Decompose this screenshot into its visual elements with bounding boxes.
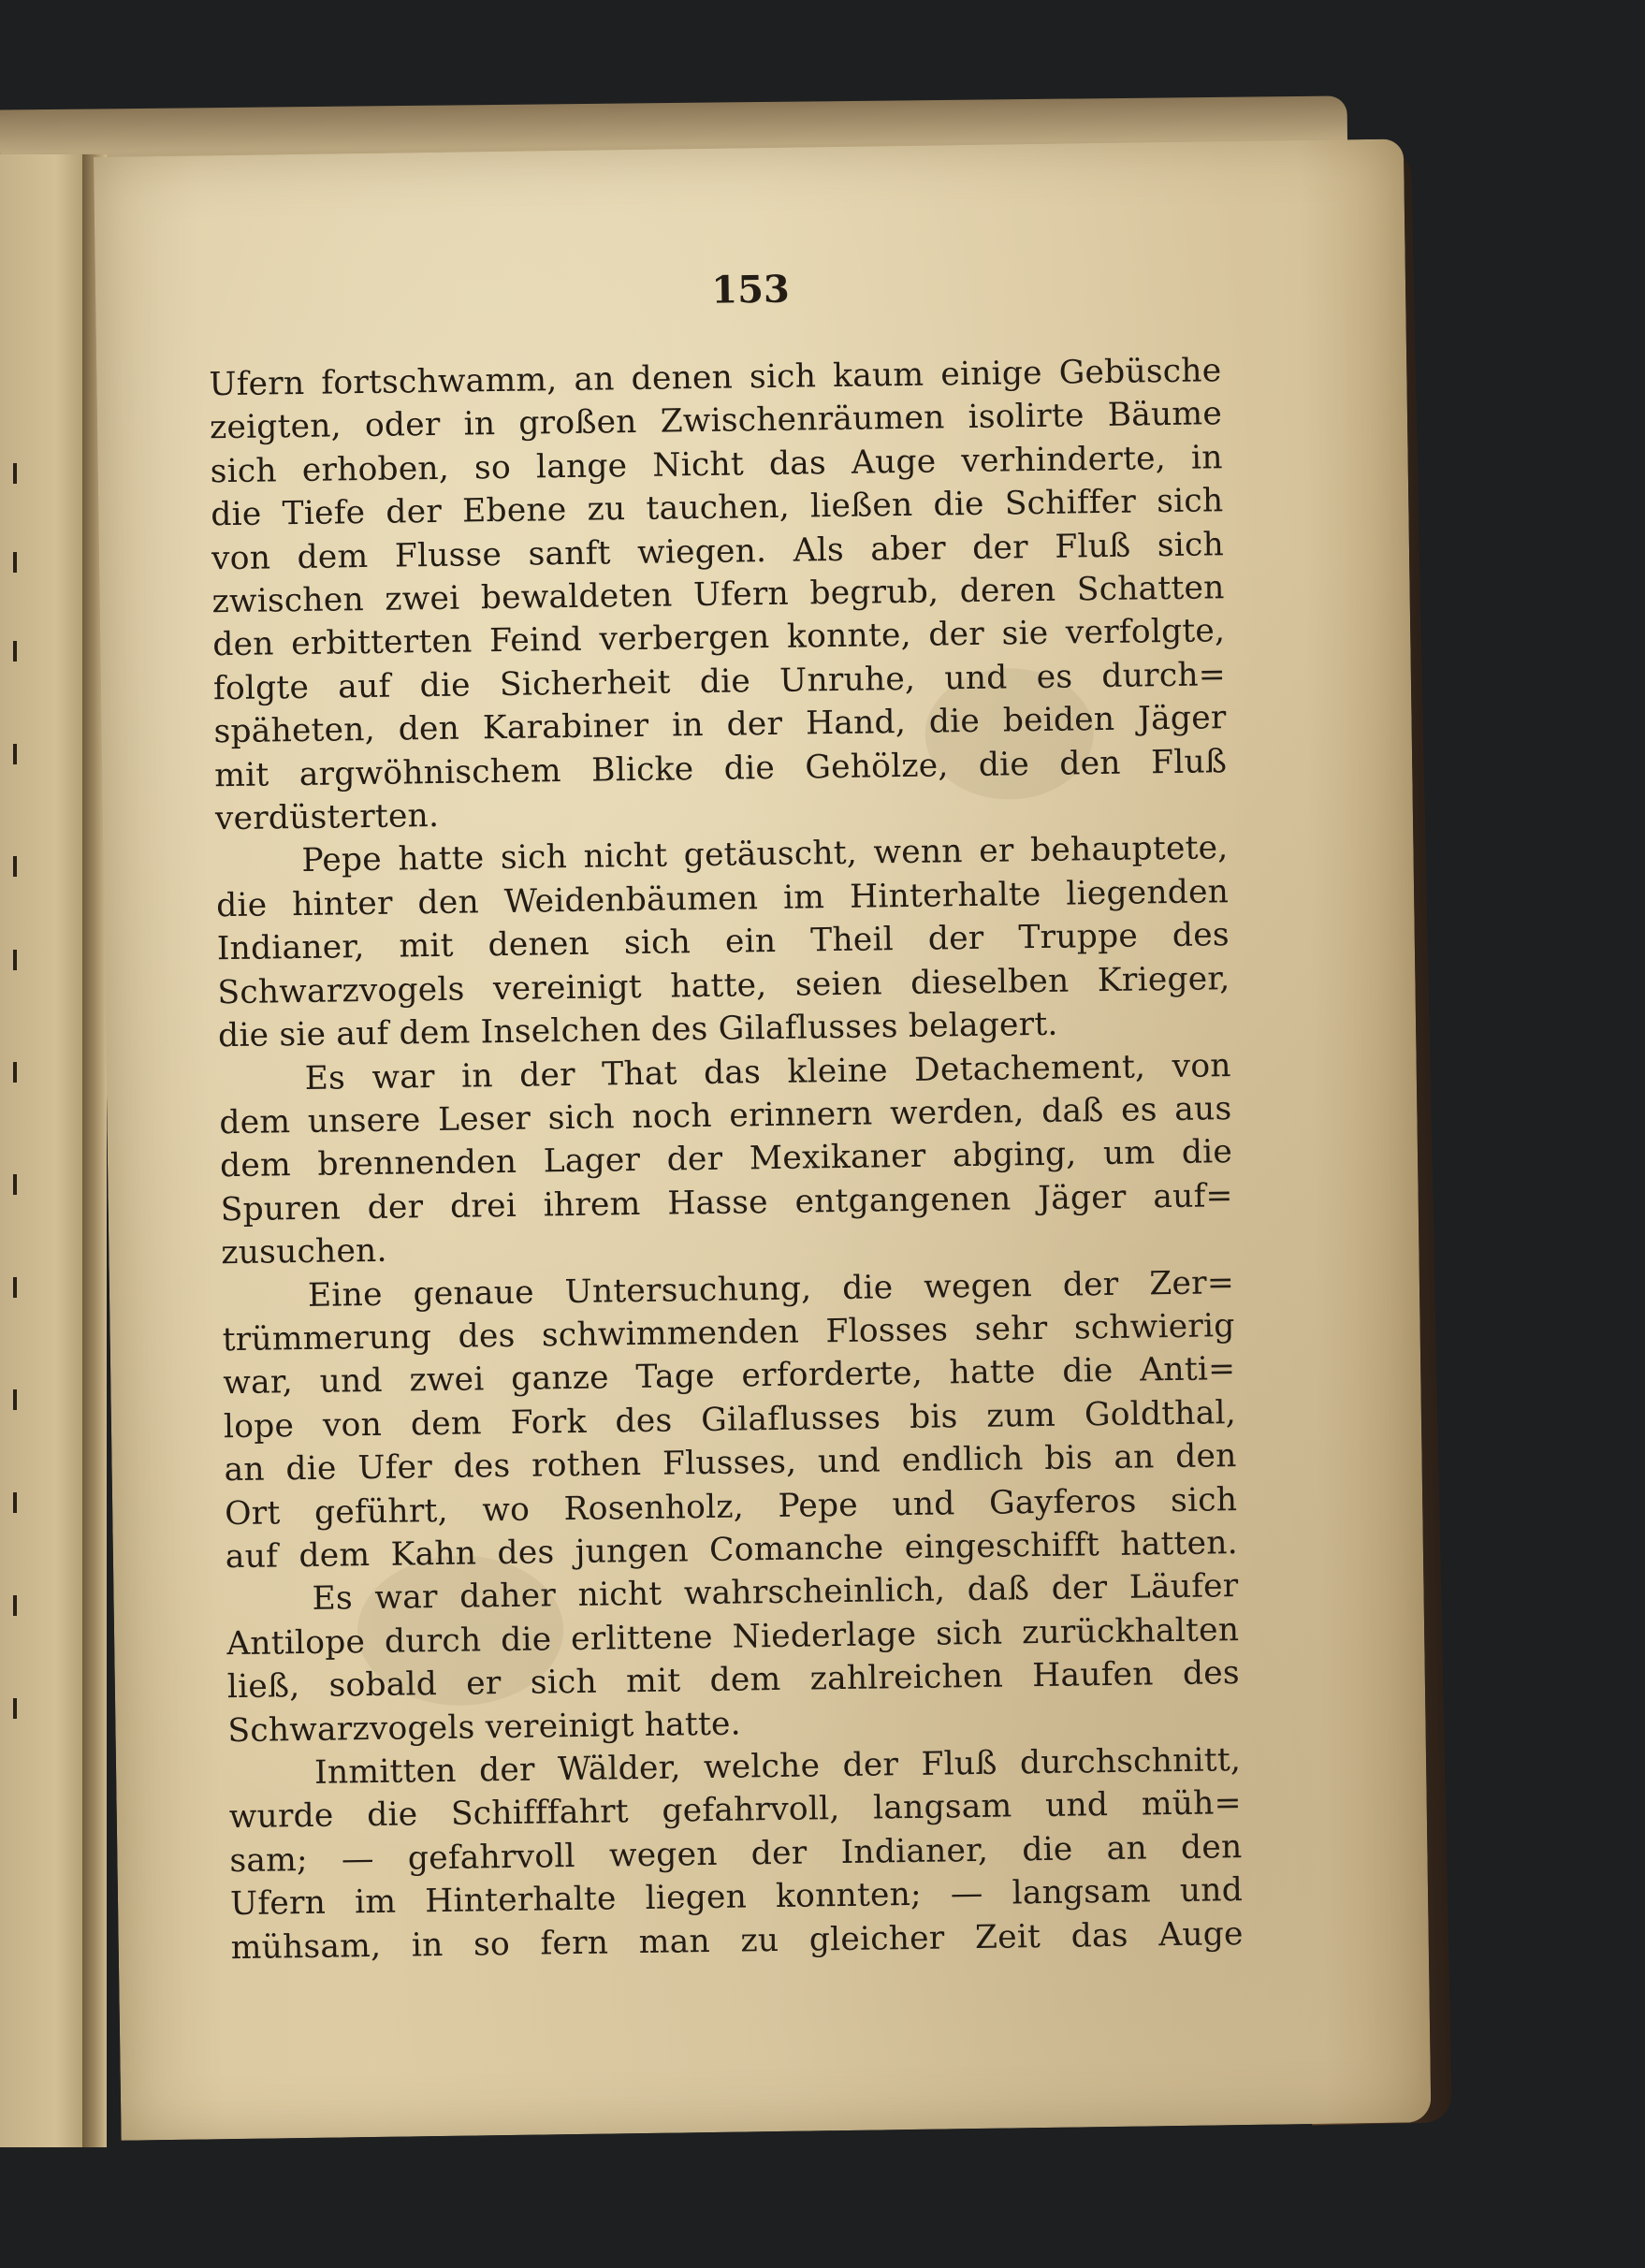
text-line: Es war daher nicht wahrscheinlich, daß der Läufer xyxy=(312,1567,1239,1619)
text-line: Ufern im Hinterhalte liegen konnten; — langsam und xyxy=(229,1871,1244,1924)
text-line: zeigten, oder in großen Zwischenräumen isolirte Bäume xyxy=(209,395,1223,447)
text-line: dem brennenden Lager der Mexikaner abging, um die xyxy=(219,1133,1233,1185)
text-line: an die Ufer des rothen Flusses, und endlich bis an den xyxy=(224,1437,1237,1490)
text-line: trümmerung des schwimmenden Flosses sehr schwierig xyxy=(222,1307,1235,1359)
text-line: sich erhoben, so lange Nicht das Auge verhinderte, in xyxy=(210,438,1223,491)
facing-page-edge xyxy=(0,154,94,2147)
page-body-text xyxy=(209,349,1244,1970)
text-line: Eine genaue Untersuchung, die wegen der Zer= xyxy=(307,1263,1235,1315)
text-line: die sie auf dem Inselchen des Gilaflusses belagert. xyxy=(217,1005,1058,1055)
text-line: zusuchen. xyxy=(221,1231,387,1272)
text-line: Inmitten der Wälder, welche der Fluß durchschnitt, xyxy=(313,1741,1242,1792)
text-line: späheten, den Karabiner in der Hand, die beiden Jäger xyxy=(213,699,1227,751)
text-line: die hinter den Weidenbäumen im Hinterhalte liegenden xyxy=(215,873,1230,925)
book-page xyxy=(94,138,1431,2140)
text-line: lope von dem Fork des Gilaflusses bis zum Goldthal, xyxy=(223,1393,1237,1446)
text-line: mühsam, in so fern man zu gleicher Zeit das Auge xyxy=(230,1914,1244,1967)
text-line: den erbitterten Feind verbergen konnte, der sie verfolgte, xyxy=(212,612,1226,664)
text-line: verdüsterten. xyxy=(214,796,440,838)
text-line: war, und zwei ganze Tage erforderte, hatte die Anti= xyxy=(223,1350,1236,1403)
text-line: Antilope durch die erlittene Niederlage sich zurückhalten xyxy=(226,1610,1240,1663)
text-line: auf dem Kahn des jungen Comanche eingeschifft hatten. xyxy=(225,1524,1239,1577)
text-line: ließ, sobald er sich mit dem zahlreichen Haufen des xyxy=(226,1654,1241,1707)
text-line: Schwarzvogels vereinigt hatte. xyxy=(227,1705,742,1750)
text-line: Ufern fortschwamm, an denen sich kaum einige Gebüsche xyxy=(209,352,1222,404)
text-line: Spuren der drei ihrem Hasse entgangenen Jäger auf= xyxy=(220,1176,1233,1228)
text-line: zwischen zwei bewaldeten Ufern begrub, deren Schatten xyxy=(211,569,1225,621)
text-line: Ort geführt, wo Rosenholz, Pepe und Gayferos sich xyxy=(224,1480,1238,1533)
text-line: von dem Flusse sanft wiegen. Als aber der Fluß sich xyxy=(211,525,1225,577)
text-line: dem unsere Leser sich noch erinnern werden, daß es aus xyxy=(219,1090,1232,1142)
text-line: mit argwöhnischem Blicke die Gehölze, die den Fluß xyxy=(213,742,1228,794)
page-number: 153 xyxy=(710,267,791,313)
text-line: Indianer, mit denen sich ein Theil der Truppe des xyxy=(216,916,1230,968)
text-line: Pepe hatte sich nicht getäuscht, wenn er behauptete, xyxy=(301,829,1229,880)
text-line: Schwarzvogels vereinigt hatte, seien dieselben Krieger, xyxy=(217,959,1230,1011)
text-line: Es war in der That das kleine Detachement, von xyxy=(304,1046,1231,1098)
text-line: folgte auf die Sicherheit die Unruhe, und es durch= xyxy=(212,656,1227,708)
text-line: sam; — gefahrvoll wegen der Indianer, die an den xyxy=(229,1827,1243,1880)
text-line: die Tiefe der Ebene zu tauchen, ließen die Schiffer sich xyxy=(211,482,1224,534)
text-line: wurde die Schifffahrt gefahrvoll, langsam und müh= xyxy=(228,1784,1242,1837)
facing-page-text-marks xyxy=(6,463,43,1773)
